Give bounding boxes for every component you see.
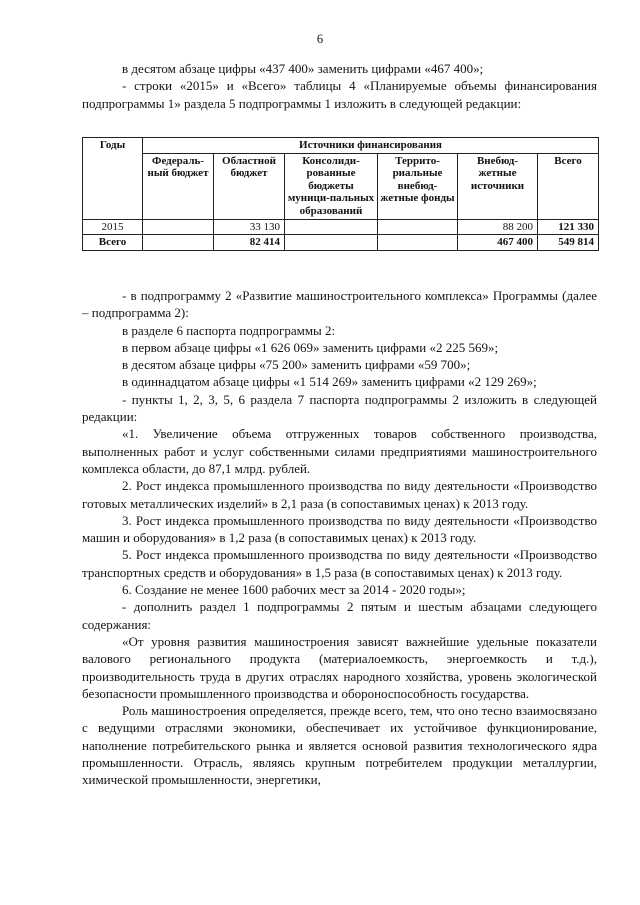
paragraph: «1. Увеличение объема отгруженных товаров собственного производства, выполненных работ и услуг собственными силами предприятиями машиностроительного комплекса области, до 87,1 млрд. рублей. [82, 426, 597, 476]
cell-federal [143, 219, 214, 235]
subheader-federal: Федераль-ный бюджет [143, 153, 214, 219]
financing-table [82, 137, 599, 251]
body-text [82, 287, 597, 789]
cell-federal [143, 235, 214, 251]
paragraph: в разделе 6 паспорта подпрограммы 2: [122, 322, 336, 338]
paragraph: 5. Рост индекса промышленного производства по виду деятельности «Производство транспортных средств и оборудования» в 1,5 раза (в сопоставимых ценах) к 2013 году. [82, 547, 597, 580]
page-number: 6 [316, 32, 324, 46]
subheader-municipal: Консолиди-рованные бюджеты муници-пальных образований [285, 153, 378, 219]
header-sources: Источники финансирования [143, 138, 599, 154]
table-row [83, 219, 599, 235]
row-year: Всего [83, 235, 143, 251]
table-header-row [83, 138, 599, 154]
paragraph: 3. Рост индекса промышленного производства по виду деятельности «Производство машин и оборудования» в 1,2 раза (в сопоставимых ценах) к 2013 году. [82, 512, 597, 546]
row-year: 2015 [83, 219, 143, 235]
cell-regional: 82 414 [214, 235, 285, 251]
paragraph: в десятом абзаце цифры «75 200» заменить цифрами «59 700»; [122, 357, 471, 373]
cell-municipal [285, 219, 378, 235]
paragraph: - дополнить раздел 1 подпрограммы 2 пятым и шестым абзацами следующего содержания: [82, 599, 597, 632]
paragraph: Роль машиностроения определяется, прежде всего, тем, что оно тесно взаимосвязано с ведущими отраслями экономики, обеспечивает их устойчивое функционирование, наполнение потребительского рынка и является основой развития технологического ядра промышленности. Отрасль, являясь крупным потребителем продукции металлургии, химической промышленности, энергетики, [82, 703, 597, 788]
table-subheader-row [83, 153, 599, 219]
subheader-total: Всего [538, 153, 599, 219]
intro-line-1: в десятом абзаце цифры «437 400» заменить цифрами «467 400»; [122, 61, 484, 76]
paragraph: в одиннадцатом абзаце цифры «1 514 269» заменить цифрами «2 129 269»; [122, 374, 537, 390]
intro-line-2: - строки «2015» и «Всего» таблицы 4 «Планируемые объемы финансирования подпрограммы 1» раздела 5 подпрограммы 1 изложить в следующей редакции: [82, 78, 597, 111]
cell-territorial [378, 235, 458, 251]
cell-territorial [378, 219, 458, 235]
paragraph: «От уровня развития машиностроения зависят важнейшие удельные показатели валового регионального продукта (материалоемкость, энергоемкость и т.д.), производительность труда в других отраслях народного хозяйства, уровень экологической безопасности промышленного производства и обороноспособность государства. [82, 633, 597, 701]
paragraph: - пункты 1, 2, 3, 5, 6 раздела 7 паспорта подпрограммы 2 изложить в следующей редакции: [82, 391, 597, 425]
cell-total: 549 814 [538, 235, 599, 251]
cell-offbudget: 88 200 [458, 219, 538, 235]
paragraph: 6. Создание не менее 1600 рабочих мест за 2014 - 2020 годы»; [122, 582, 466, 598]
paragraph: в первом абзаце цифры «1 626 069» заменить цифрами «2 225 569»; [122, 339, 499, 355]
intro-block [82, 60, 597, 112]
paragraph: - в подпрограмму 2 «Развитие машиностроительного комплекса» Программы (далее – подпрограмма 2): [82, 288, 597, 321]
subheader-regional: Областной бюджет [214, 153, 285, 219]
paragraph: 2. Рост индекса промышленного производства по виду деятельности «Производство готовых металлических изделий» в 2,1 раза (в сопоставимых ценах) к 2013 году. [82, 478, 597, 511]
cell-regional: 33 130 [214, 219, 285, 235]
subheader-territorial: Террито-риальные внебюд-жетные фонды [378, 153, 458, 219]
table-row [83, 235, 599, 251]
cell-municipal [285, 235, 378, 251]
cell-offbudget: 467 400 [458, 235, 538, 251]
subheader-offbudget: Внебюд-жетные источники [458, 153, 538, 219]
cell-total: 121 330 [538, 219, 599, 235]
header-years: Годы [83, 138, 143, 220]
